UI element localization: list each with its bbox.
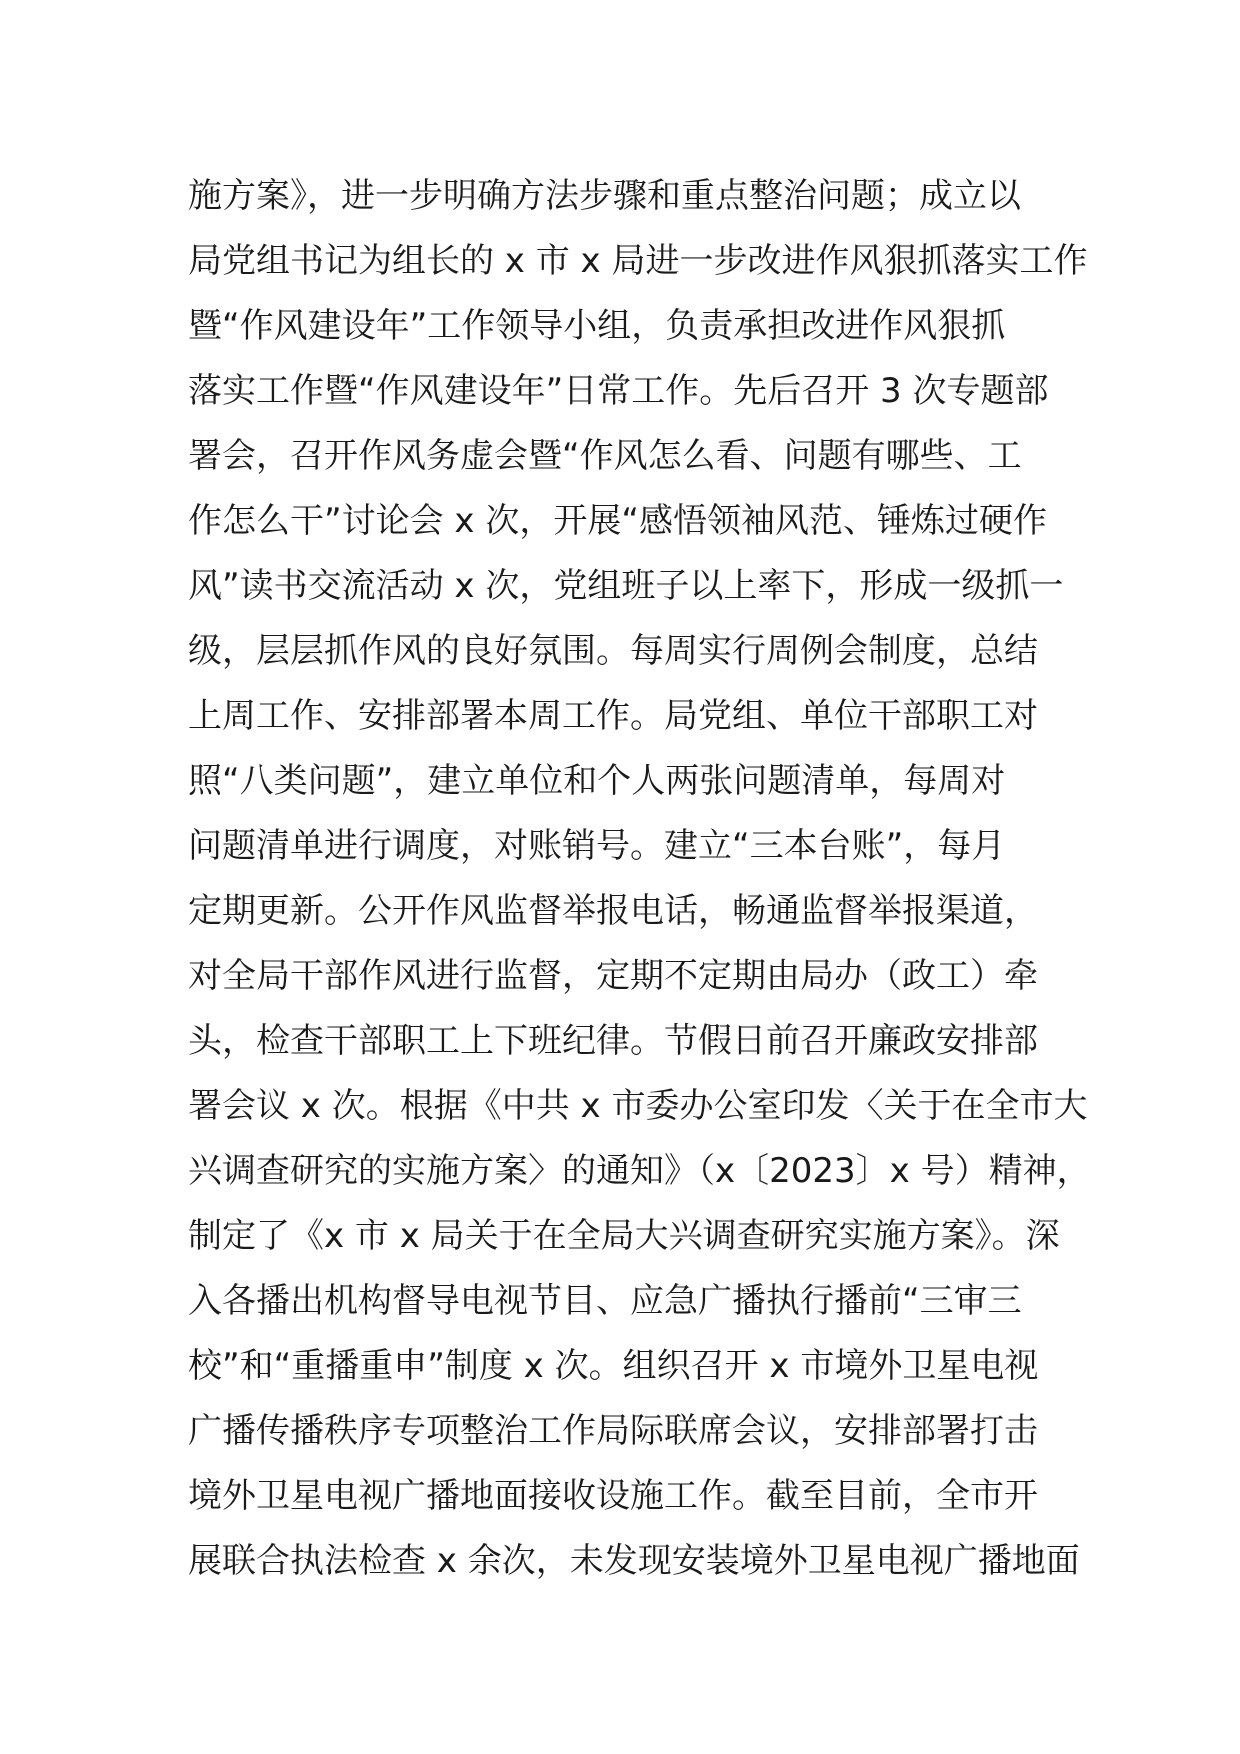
text-line: 照“八类问题”，建立单位和个人两张问题清单，每周对: [188, 761, 1006, 801]
text-line: 兴调查研究的实施方案〉的通知》（x〔2023〕x 号）精神，: [188, 1151, 1091, 1191]
text-line: 作怎么干”讨论会 x 次，开展“感悟领袖风范、锤炼过硬作: [188, 501, 1047, 541]
text-line: 制定了《x 市 x 局关于在全局大兴调查研究实施方案》。深: [188, 1216, 1060, 1256]
text-line: 局党组书记为组长的 x 市 x 局进一步改进作风狠抓落实工作: [188, 241, 1088, 281]
text-line: 广播传播秩序专项整治工作局际联席会议，安排部署打击: [188, 1411, 1038, 1451]
body-text: [188, 164, 1091, 1594]
text-line: 署会议 x 次。根据《中共 x 市委办公室印发〈关于在全市大: [188, 1086, 1088, 1126]
text-line: 暨“作风建设年”工作领导小组，负责承担改进作风狠抓: [188, 306, 1006, 346]
text-line: 级，层层抓作风的良好氛围。每周实行周例会制度，总结: [188, 631, 1038, 671]
text-line: 问题清单进行调度，对账销号。建立“三本台账”，每月: [188, 826, 1006, 866]
text-line: 境外卫星电视广播地面接收设施工作。截至目前，全市开: [188, 1476, 1038, 1516]
text-line: 施方案》，进一步明确方法步骤和重点整治问题；成立以: [188, 176, 1021, 216]
text-line: 入各播出机构督导电视节目、应急广播执行播前“三审三: [188, 1281, 1022, 1321]
text-line: 对全局干部作风进行监督，定期不定期由局办（政工）牵: [188, 956, 1038, 996]
text-line: 上周工作、安排部署本周工作。局党组、单位干部职工对: [188, 696, 1038, 736]
text-line: 头，检查干部职工上下班纪律。节假日前召开廉政安排部: [188, 1021, 1038, 1061]
text-line: 展联合执法检查 x 余次，未发现安装境外卫星电视广播地面: [188, 1541, 1080, 1581]
text-line: 校”和“重播重申”制度 x 次。组织召开 x 市境外卫星电视: [188, 1346, 1039, 1386]
text-line: 风”读书交流活动 x 次，党组班子以上率下，形成一级抓一: [188, 566, 1064, 606]
text-line: 定期更新。公开作风监督举报电话，畅通监督举报渠道，: [188, 891, 1038, 931]
text-line: 署会，召开作风务虚会暨“作风怎么看、问题有哪些、工: [188, 436, 1022, 476]
text-line: 落实工作暨“作风建设年”日常工作。先后召开 3 次专题部: [188, 371, 1049, 411]
